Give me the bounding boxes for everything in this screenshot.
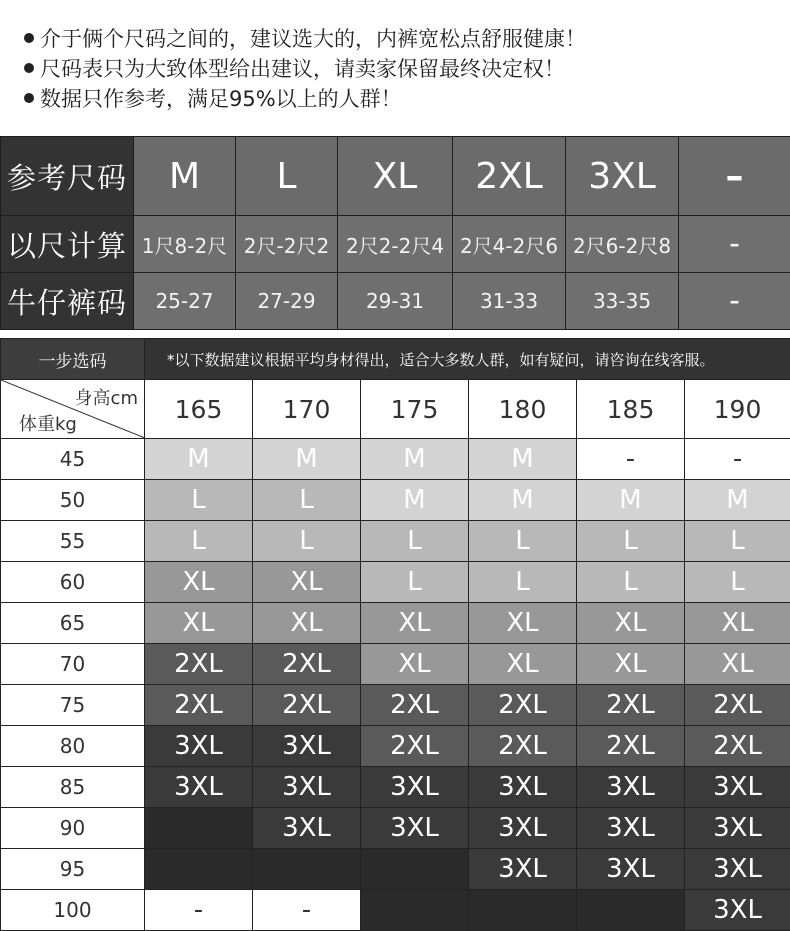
weight-row <box>1 603 790 644</box>
size-recommendation-cell: XL <box>685 603 790 644</box>
note-text: 数据只作参考，满足95%以上的人群！ <box>40 87 402 111</box>
jeans-cell: 25-27 <box>134 273 236 330</box>
reference-row-waist <box>1 216 790 273</box>
size-recommendation-cell: M <box>685 480 790 521</box>
size-recommendation-cell: M <box>361 480 469 521</box>
height-header: 180 <box>469 380 577 439</box>
step-label: 一步选码 <box>1 339 145 380</box>
weight-row <box>1 890 790 931</box>
size-recommendation-cell: 2XL <box>361 685 469 726</box>
size-reference-table <box>0 136 790 330</box>
note-text: 尺码表只为大致体型给出建议，请卖家保留最终决定权！ <box>40 57 565 81</box>
size-recommendation-cell: 3XL <box>469 849 577 890</box>
height-header-row <box>1 380 790 439</box>
size-recommendation-cell <box>145 849 253 890</box>
waist-cell: – <box>679 216 790 273</box>
jeans-cell: 29-31 <box>338 273 453 330</box>
reference-row-jeans <box>1 273 790 330</box>
weight-row <box>1 726 790 767</box>
row-label: 以尺计算 <box>1 216 134 273</box>
note-item <box>24 84 586 114</box>
height-header: 185 <box>577 380 685 439</box>
weight-row <box>1 767 790 808</box>
size-recommendation-cell: 2XL <box>253 644 361 685</box>
note-item <box>24 54 586 84</box>
size-recommendation-cell: - <box>145 890 253 931</box>
size-recommendation-cell: - <box>253 890 361 931</box>
weight-row <box>1 808 790 849</box>
size-cell: XL <box>338 137 453 216</box>
weight-row <box>1 849 790 890</box>
size-recommendation-cell: 3XL <box>253 808 361 849</box>
size-recommendation-cell: XL <box>469 644 577 685</box>
waist-cell: 2尺2-2尺4 <box>338 216 453 273</box>
size-recommendation-cell: 2XL <box>577 685 685 726</box>
size-recommendation-cell: M <box>361 439 469 480</box>
height-axis-label: 身高cm <box>75 384 138 410</box>
size-recommendation-cell <box>253 849 361 890</box>
height-header: 165 <box>145 380 253 439</box>
size-recommendation-cell: 3XL <box>685 767 790 808</box>
weight-row <box>1 644 790 685</box>
size-recommendation-cell: L <box>253 480 361 521</box>
waist-cell: 2尺-2尺2 <box>236 216 338 273</box>
size-recommendation-cell: - <box>577 439 685 480</box>
size-recommendation-cell: L <box>469 521 577 562</box>
size-recommendation-cell: 3XL <box>361 767 469 808</box>
size-selection-grid <box>0 338 790 931</box>
size-recommendation-cell: 2XL <box>145 685 253 726</box>
waist-cell: 2尺4-2尺6 <box>453 216 566 273</box>
size-recommendation-cell: 2XL <box>685 685 790 726</box>
waist-cell: 1尺8-2尺 <box>134 216 236 273</box>
grid-title-row <box>1 339 790 380</box>
size-recommendation-cell: M <box>577 480 685 521</box>
size-recommendation-cell: 3XL <box>685 808 790 849</box>
weight-axis-label: 体重kg <box>19 410 77 436</box>
row-label: 牛仔裤码 <box>1 273 134 330</box>
weight-row <box>1 480 790 521</box>
weight-label: 45 <box>1 439 145 480</box>
weight-label: 50 <box>1 480 145 521</box>
weight-label: 90 <box>1 808 145 849</box>
size-recommendation-cell: 3XL <box>361 808 469 849</box>
size-recommendation-cell: 2XL <box>577 726 685 767</box>
size-recommendation-cell: XL <box>253 603 361 644</box>
weight-label: 95 <box>1 849 145 890</box>
size-recommendation-cell: 3XL <box>469 767 577 808</box>
size-recommendation-cell: L <box>577 521 685 562</box>
weight-label: 60 <box>1 562 145 603</box>
height-header: 175 <box>361 380 469 439</box>
weight-label: 65 <box>1 603 145 644</box>
size-recommendation-cell: M <box>145 439 253 480</box>
weight-label: 70 <box>1 644 145 685</box>
size-recommendation-cell: L <box>685 521 790 562</box>
weight-label: 75 <box>1 685 145 726</box>
size-recommendation-cell: L <box>253 521 361 562</box>
size-cell: M <box>134 137 236 216</box>
size-recommendation-cell: XL <box>685 644 790 685</box>
weight-row <box>1 521 790 562</box>
weight-label: 85 <box>1 767 145 808</box>
bullet-icon <box>24 33 34 43</box>
size-cell: – <box>679 137 790 216</box>
size-recommendation-cell: - <box>685 439 790 480</box>
height-header: 190 <box>685 380 790 439</box>
waist-cell: 2尺6-2尺8 <box>566 216 679 273</box>
size-cell: L <box>236 137 338 216</box>
size-recommendation-cell: XL <box>145 603 253 644</box>
size-recommendation-cell: XL <box>577 644 685 685</box>
size-recommendation-cell: L <box>577 562 685 603</box>
size-cell: 3XL <box>566 137 679 216</box>
size-recommendation-cell: L <box>469 562 577 603</box>
reference-row-size <box>1 137 790 216</box>
jeans-cell: 31-33 <box>453 273 566 330</box>
size-recommendation-cell: L <box>685 562 790 603</box>
size-recommendation-cell <box>145 808 253 849</box>
size-recommendation-cell <box>361 890 469 931</box>
weight-label: 80 <box>1 726 145 767</box>
size-recommendation-cell: M <box>253 439 361 480</box>
size-recommendation-cell: 3XL <box>145 767 253 808</box>
size-recommendation-cell <box>361 849 469 890</box>
size-recommendation-cell: 3XL <box>253 726 361 767</box>
size-recommendation-cell: 3XL <box>469 808 577 849</box>
weight-label: 55 <box>1 521 145 562</box>
size-recommendation-cell: L <box>361 562 469 603</box>
size-recommendation-cell: M <box>469 480 577 521</box>
size-recommendation-cell: L <box>145 480 253 521</box>
jeans-cell: – <box>679 273 790 330</box>
size-recommendation-cell: XL <box>253 562 361 603</box>
size-recommendation-cell: XL <box>361 644 469 685</box>
size-recommendation-cell: 2XL <box>469 726 577 767</box>
size-recommendation-cell: 3XL <box>577 808 685 849</box>
size-recommendation-cell: 2XL <box>685 726 790 767</box>
corner-cell <box>1 380 145 439</box>
bullet-icon <box>24 63 34 73</box>
size-recommendation-cell: 2XL <box>253 685 361 726</box>
weight-row <box>1 685 790 726</box>
size-recommendation-cell: 2XL <box>361 726 469 767</box>
height-header: 170 <box>253 380 361 439</box>
size-recommendation-cell: 3XL <box>685 849 790 890</box>
size-recommendation-cell: L <box>361 521 469 562</box>
size-recommendation-cell: 3XL <box>577 767 685 808</box>
size-recommendation-cell <box>577 890 685 931</box>
weight-row <box>1 439 790 480</box>
size-recommendation-cell: 3XL <box>577 849 685 890</box>
size-recommendation-cell: 2XL <box>145 644 253 685</box>
size-recommendation-cell: XL <box>577 603 685 644</box>
size-recommendation-cell: 3XL <box>145 726 253 767</box>
size-recommendation-cell: 3XL <box>253 767 361 808</box>
size-recommendation-cell: XL <box>361 603 469 644</box>
weight-label: 100 <box>1 890 145 931</box>
size-recommendation-cell: L <box>145 521 253 562</box>
notes-list <box>24 24 586 114</box>
size-recommendation-cell: 2XL <box>469 685 577 726</box>
size-cell: 2XL <box>453 137 566 216</box>
jeans-cell: 27-29 <box>236 273 338 330</box>
jeans-cell: 33-35 <box>566 273 679 330</box>
size-recommendation-cell <box>469 890 577 931</box>
note-item <box>24 24 586 54</box>
size-recommendation-cell: 3XL <box>685 890 790 931</box>
size-recommendation-cell: M <box>469 439 577 480</box>
disclaimer-text: *以下数据建议根据平均身材得出，适合大多数人群，如有疑问，请咨询在线客服。 <box>145 339 790 380</box>
note-text: 介于俩个尺码之间的，建议选大的，内裤宽松点舒服健康！ <box>40 27 586 51</box>
bullet-icon <box>24 93 34 103</box>
size-recommendation-cell: XL <box>469 603 577 644</box>
weight-row <box>1 562 790 603</box>
size-recommendation-cell: XL <box>145 562 253 603</box>
row-label: 参考尺码 <box>1 137 134 216</box>
